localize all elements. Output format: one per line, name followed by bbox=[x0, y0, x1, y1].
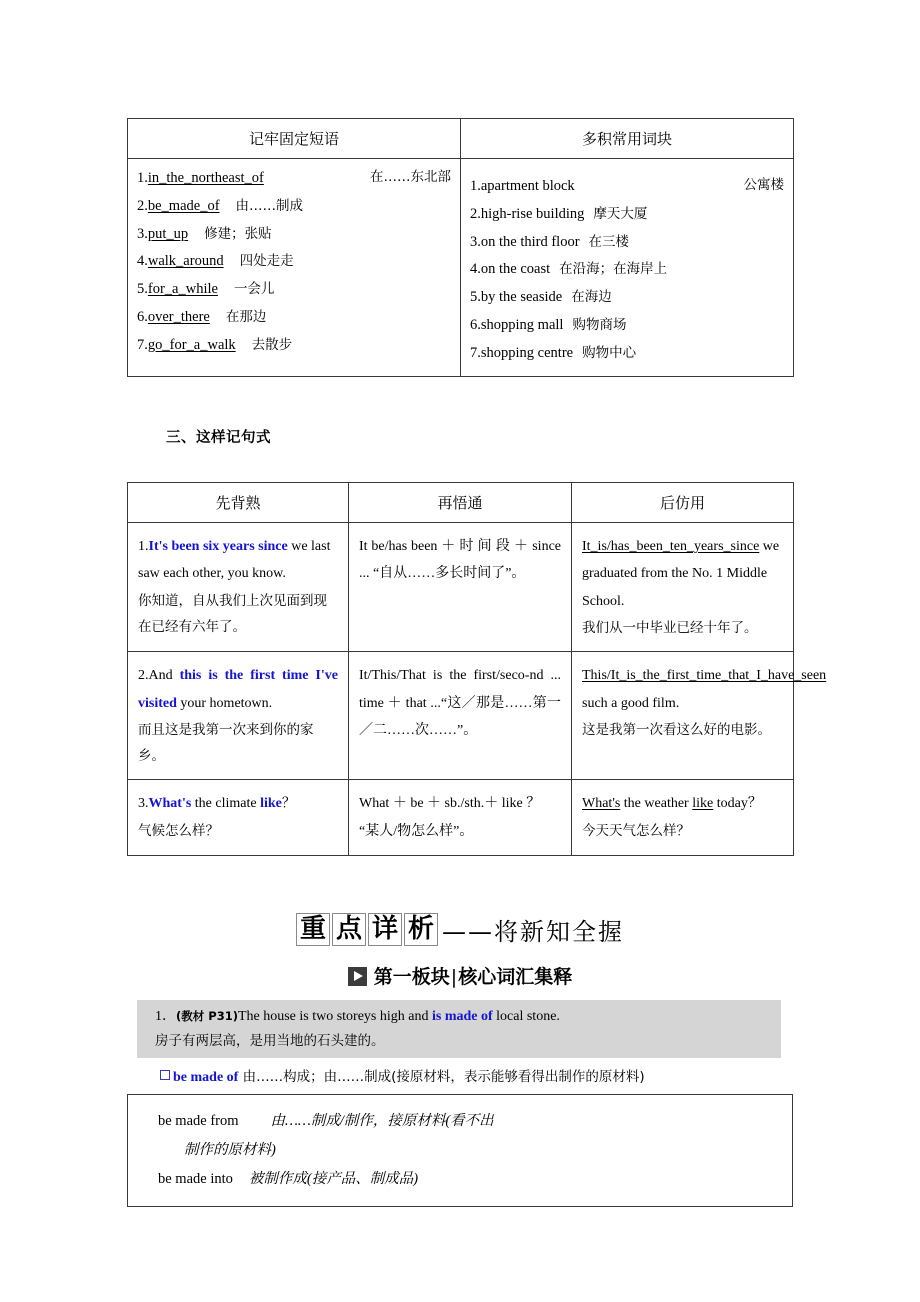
example-highlight: is made of bbox=[431, 1009, 493, 1024]
apply-underlined: It_is/has_been_ten_years_since bbox=[582, 539, 760, 554]
section-block-heading bbox=[0, 962, 920, 989]
item-number: 5. bbox=[137, 281, 148, 298]
apply-translation: 这是我第一次看这么好的电影。 bbox=[582, 721, 771, 738]
related-term: be made from bbox=[158, 1113, 239, 1129]
apply-underlined: What's bbox=[582, 796, 621, 812]
item-english: on the coast bbox=[480, 261, 551, 278]
item-english: shopping mall bbox=[480, 317, 564, 334]
item-chinese: 四处走走 bbox=[239, 253, 294, 270]
related-meaning: 由……制成/制作，接原材料(看不出 bbox=[270, 1113, 494, 1129]
list-item bbox=[137, 221, 451, 249]
table-row bbox=[128, 780, 794, 856]
item-number: 4. bbox=[470, 261, 481, 278]
apply-cell bbox=[572, 652, 827, 780]
memorize-sentence bbox=[138, 533, 338, 588]
block-label-left: 第一板块 bbox=[373, 966, 450, 988]
highlighted-pattern: It's been six years since bbox=[148, 539, 288, 554]
item-chinese: 由……制成 bbox=[235, 197, 304, 214]
item-chinese: 公寓楼 bbox=[743, 177, 784, 193]
list-item bbox=[137, 165, 451, 193]
banner-subtitle: ——将新知全握 bbox=[442, 918, 625, 946]
banner-char-1: 重 bbox=[296, 913, 330, 946]
table-row bbox=[128, 652, 794, 780]
phrases-cell-right bbox=[461, 159, 794, 377]
vocabulary-entry-line bbox=[160, 1065, 645, 1086]
example-number: 1． bbox=[155, 1009, 176, 1024]
item-number: 7. bbox=[137, 336, 148, 353]
pattern-explanation: It be/has been ＋ 时 间 段 ＋ since ... “自从……多长时间了”。 bbox=[359, 539, 561, 582]
sentence-patterns-table bbox=[127, 482, 827, 856]
related-phrases-table-container bbox=[127, 1094, 793, 1207]
item-number: 1. bbox=[137, 170, 148, 186]
item-number: 3. bbox=[137, 225, 148, 242]
sentence-tail: ？ bbox=[281, 795, 296, 812]
item-english: on the third floor bbox=[480, 233, 580, 250]
main-banner-heading bbox=[0, 912, 920, 947]
item-chinese: 在海边 bbox=[571, 289, 612, 306]
item-number: 5. bbox=[470, 289, 481, 306]
sentence-mid: the climate bbox=[191, 796, 261, 812]
sentences-header-memorize: 先背熟 bbox=[128, 483, 349, 523]
play-triangle-icon bbox=[348, 967, 367, 986]
apply-rest: we graduated from the No. 1 Middle School. bbox=[582, 539, 780, 609]
apply-translation: 今天天气怎么样？ bbox=[582, 822, 690, 839]
apply-rest: such a good film. bbox=[582, 695, 680, 711]
related-term: be made into bbox=[158, 1171, 233, 1187]
memorize-translation: 气候怎么样？ bbox=[138, 822, 219, 839]
list-item bbox=[137, 193, 451, 221]
table-header-row bbox=[128, 483, 794, 523]
item-english: high-rise building bbox=[480, 205, 585, 222]
sentence-rest: we last saw each other, you know. bbox=[138, 539, 331, 582]
phrases-table-container bbox=[127, 118, 794, 377]
item-english: in_the_northeast_of bbox=[147, 170, 264, 186]
example-source: (教材 P31) bbox=[176, 1009, 238, 1023]
related-entry bbox=[158, 1165, 782, 1194]
understand-cell bbox=[349, 780, 572, 856]
item-chinese: 在……东北部 bbox=[370, 169, 451, 185]
memorize-sentence bbox=[138, 790, 338, 817]
item-english: go_for_a_walk bbox=[147, 336, 236, 353]
memorize-cell bbox=[128, 652, 349, 780]
related-phrases-table bbox=[127, 1094, 793, 1207]
apply-cell bbox=[572, 780, 794, 856]
item-chinese: 去散步 bbox=[251, 336, 293, 353]
list-item bbox=[137, 304, 451, 332]
item-number: 6. bbox=[137, 309, 148, 326]
list-item bbox=[470, 173, 784, 201]
item-english: be_made_of bbox=[147, 197, 220, 214]
fixed-phrase-list bbox=[137, 165, 451, 360]
apply-tail: today？ bbox=[713, 796, 762, 812]
sentences-header-understand: 再悟通 bbox=[349, 483, 572, 523]
item-chinese: 摩天大厦 bbox=[593, 205, 648, 222]
list-item bbox=[470, 256, 784, 284]
list-item bbox=[470, 340, 784, 368]
memorize-cell bbox=[128, 523, 349, 652]
apply-sentence bbox=[582, 533, 783, 615]
item-english: by the seaside bbox=[480, 289, 563, 306]
table-row bbox=[128, 1095, 793, 1207]
item-number: 2. bbox=[470, 205, 481, 222]
row-number: 2.And bbox=[138, 668, 180, 684]
related-entry-cont bbox=[158, 1136, 782, 1165]
banner-char-4: 析 bbox=[404, 913, 438, 946]
highlighted-pattern: this is the first time I've visited bbox=[138, 668, 338, 711]
highlighted-pattern: What's bbox=[148, 796, 192, 812]
list-item bbox=[470, 312, 784, 340]
item-english: for_a_while bbox=[147, 281, 218, 298]
entry-meaning: 由……构成；由……制成(接原材料，表示能够看得出制作的原材料) bbox=[238, 1069, 645, 1085]
sentences-header-apply: 后仿用 bbox=[572, 483, 794, 523]
item-english: apartment block bbox=[480, 178, 575, 194]
item-chinese: 购物商场 bbox=[572, 317, 627, 334]
related-entry bbox=[158, 1107, 782, 1136]
row-number: 3. bbox=[138, 796, 149, 812]
table-body-row bbox=[128, 159, 794, 377]
sentence-patterns-table-container bbox=[127, 482, 827, 856]
entry-term: be made of bbox=[173, 1070, 239, 1085]
example-chinese-line: 房子有两层高，是用当地的石头建的。 bbox=[155, 1032, 385, 1049]
banner-boxed-title bbox=[296, 913, 440, 946]
memorize-sentence bbox=[138, 662, 338, 717]
related-meaning: 被制作成(接产品、制成品) bbox=[248, 1171, 419, 1187]
pattern-explanation: It/This/That is the first/seco-nd ... time ＋ that ...“这／那是……第一／二……次……”。 bbox=[359, 668, 561, 738]
memorize-translation: 你知道，自从我们上次见面到现在已经有六年了。 bbox=[138, 592, 327, 635]
memorize-translation: 而且这是我第一次来到你的家乡。 bbox=[138, 721, 314, 765]
list-item bbox=[137, 248, 451, 276]
example-en-before: The house is two storeys high and bbox=[237, 1009, 432, 1024]
apply-underlined-2: like bbox=[692, 796, 714, 812]
item-chinese: 购物中心 bbox=[582, 344, 637, 361]
phrases-header-left: 记牢固定短语 bbox=[128, 119, 461, 159]
item-chinese: 在沿海；在海岸上 bbox=[559, 261, 668, 278]
item-number: 2. bbox=[137, 197, 148, 214]
banner-char-2: 点 bbox=[332, 913, 366, 946]
common-chunk-list bbox=[470, 173, 784, 368]
item-chinese: 一会儿 bbox=[233, 281, 275, 298]
sentence-rest: your hometown. bbox=[176, 695, 273, 711]
list-item bbox=[470, 201, 784, 229]
apply-sentence bbox=[582, 662, 827, 717]
example-english-line bbox=[155, 1006, 773, 1028]
block-divider: | bbox=[450, 966, 458, 988]
item-chinese: 修建；张贴 bbox=[204, 225, 272, 242]
item-english: shopping centre bbox=[480, 344, 574, 361]
list-item bbox=[470, 229, 784, 257]
apply-sentence bbox=[582, 790, 783, 817]
item-number: 7. bbox=[470, 344, 481, 361]
section-heading-sentence-patterns: 三、这样记句式 bbox=[166, 430, 271, 446]
item-number: 1. bbox=[470, 178, 481, 194]
banner-char-3: 详 bbox=[368, 913, 402, 946]
table-header-row bbox=[128, 119, 794, 159]
item-number: 4. bbox=[137, 253, 148, 270]
apply-translation: 我们从一中毕业已经十年了。 bbox=[582, 619, 758, 636]
list-item bbox=[137, 276, 451, 304]
item-chinese: 在那边 bbox=[225, 309, 267, 326]
apply-underlined: This/It_is_the_first_time_that_I_have_seen bbox=[582, 668, 827, 684]
item-english: put_up bbox=[147, 225, 189, 242]
item-chinese: 在三楼 bbox=[588, 233, 630, 250]
phrases-cell-left bbox=[128, 159, 461, 377]
item-number: 6. bbox=[470, 317, 481, 334]
item-english: walk_around bbox=[147, 253, 224, 270]
phrases-header-right: 多积常用词块 bbox=[461, 119, 794, 159]
item-number: 3. bbox=[470, 233, 481, 250]
apply-mid: the weather bbox=[620, 796, 693, 812]
phrases-table bbox=[127, 118, 794, 377]
table-row bbox=[128, 523, 794, 652]
understand-cell bbox=[349, 523, 572, 652]
memorize-cell bbox=[128, 780, 349, 856]
item-english: over_there bbox=[147, 309, 210, 326]
pattern-explanation: What ＋ be ＋ sb./sth.＋ like ？ “某人/物怎么样”。 bbox=[359, 796, 541, 839]
apply-cell bbox=[572, 523, 794, 652]
example-sentence-box bbox=[137, 1000, 781, 1058]
understand-cell bbox=[349, 652, 572, 780]
related-meaning-cont: 制作的原材料) bbox=[184, 1142, 276, 1158]
square-bullet-icon bbox=[160, 1070, 170, 1080]
row-number: 1. bbox=[138, 539, 149, 554]
highlighted-pattern-2: like bbox=[260, 796, 282, 812]
block-label-right: 核心词汇集释 bbox=[458, 966, 573, 988]
list-item bbox=[470, 284, 784, 312]
list-item bbox=[137, 332, 451, 360]
related-phrases-cell bbox=[128, 1095, 793, 1207]
example-en-after: local stone. bbox=[492, 1009, 560, 1024]
